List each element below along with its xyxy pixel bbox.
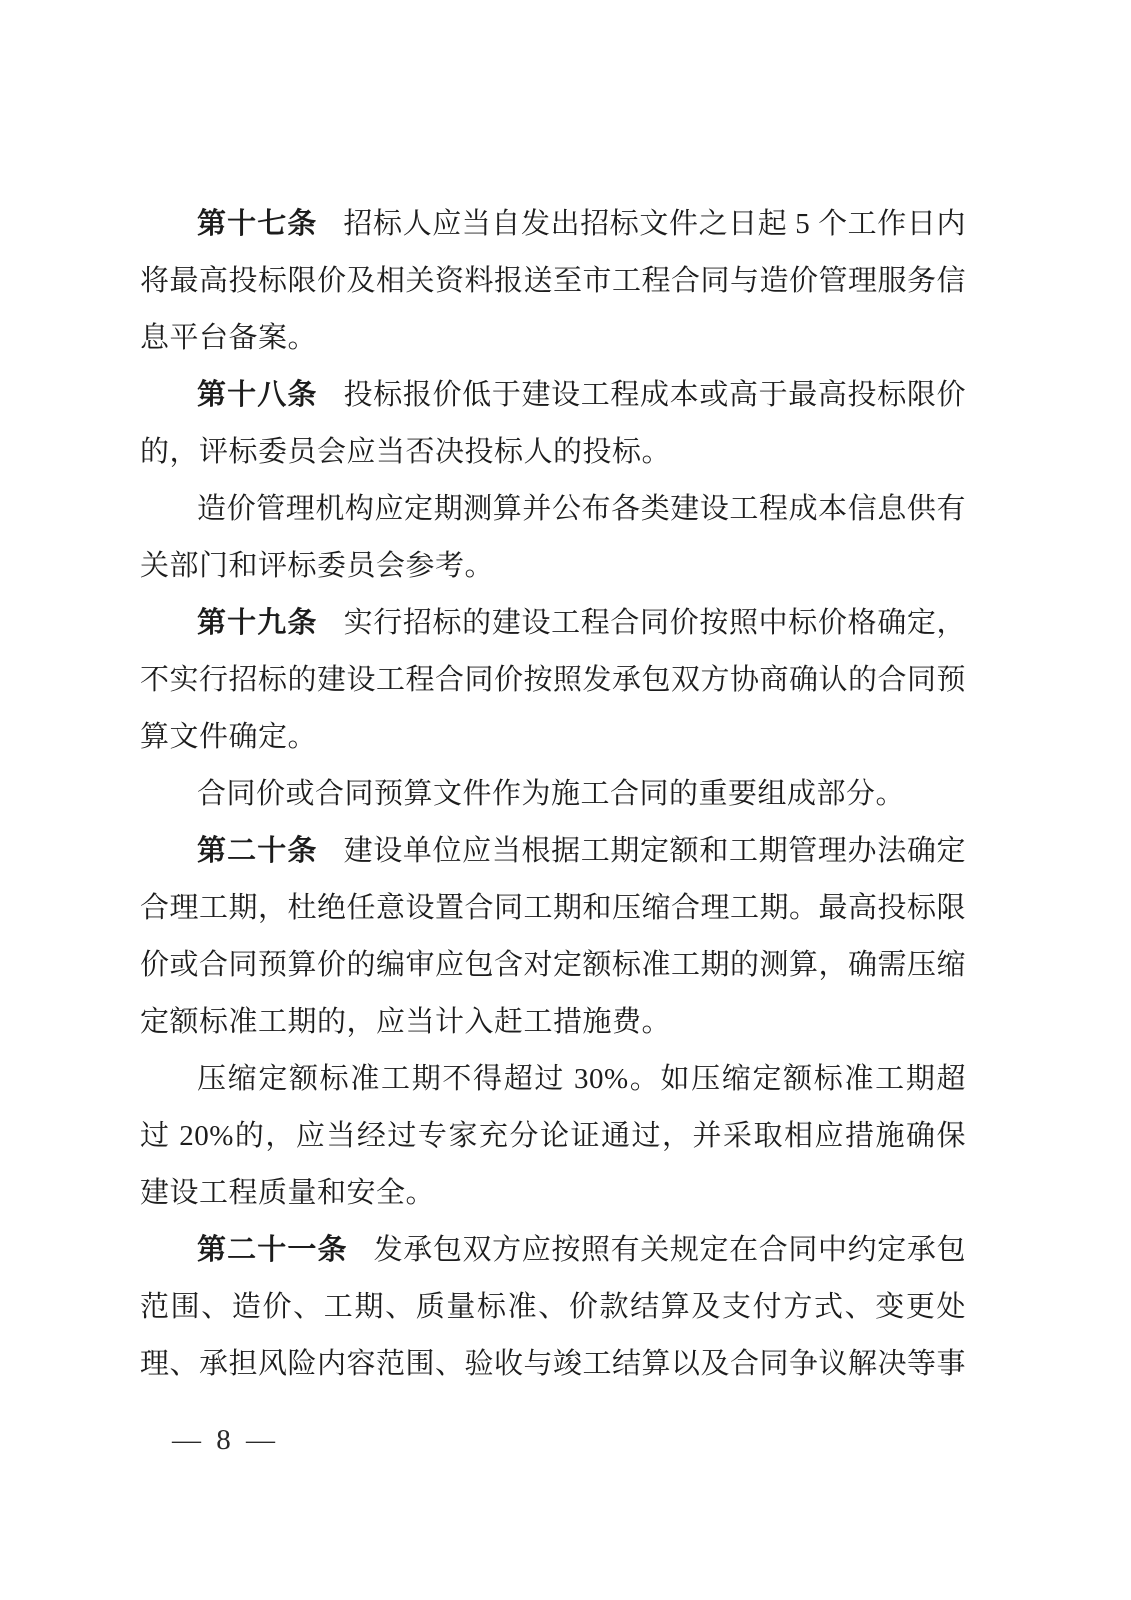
article-number: 第二十一条 xyxy=(197,1234,348,1266)
article-number: 第十七条 xyxy=(197,208,318,240)
article-number: 第十九条 xyxy=(197,607,318,639)
paragraph-text: 合同价或合同预算文件作为施工合同的重要组成部分。 xyxy=(197,778,906,810)
paragraph-text: 发承包双方应按照有关规定在合同中约定承包范围、造价、工期、质量标准、价款结算及支付方式、变更处理、承担风险内容范围、验收与竣工结算以及合同争议解决等事 xyxy=(140,1234,967,1380)
paragraph-text: 实行招标的建设工程合同价按照中标价格确定，不实行招标的建设工程合同价按照发承包双方协商确认的合同预算文件确定。 xyxy=(140,607,967,753)
paragraph-text: 投标报价低于建设工程成本或高于最高投标限价的，评标委员会应当否决投标人的投标。 xyxy=(140,379,966,468)
article-number: 第二十条 xyxy=(197,835,318,867)
document-body xyxy=(140,196,966,1393)
page-number: — 8 — xyxy=(172,1424,279,1456)
paragraph-text: 造价管理机构应定期测算并公布各类建设工程成本信息供有关部门和评标委员会参考。 xyxy=(140,493,966,582)
paragraph-text: 招标人应当自发出招标文件之日起 5 个工作日内将最高投标限价及相关资料报送至市工程合同与造价管理服务信息平台备案。 xyxy=(140,208,967,354)
article-paragraph xyxy=(140,595,966,766)
article-number: 第十八条 xyxy=(197,379,318,411)
article-paragraph xyxy=(140,367,966,481)
article-paragraph xyxy=(140,766,966,823)
article-paragraph xyxy=(140,481,966,595)
article-paragraph xyxy=(140,823,966,1051)
article-paragraph xyxy=(140,1051,966,1222)
article-paragraph xyxy=(140,1222,966,1393)
paragraph-text: 压缩定额标准工期不得超过 30%。如压缩定额标准工期超过 20%的，应当经过专家充分论证通过，并采取相应措施确保建设工程质量和安全。 xyxy=(140,1063,966,1209)
article-paragraph xyxy=(140,196,966,367)
paragraph-text: 建设单位应当根据工期定额和工期管理办法确定合理工期，杜绝任意设置合同工期和压缩合理工期。最高投标限价或合同预算价的编审应包含对定额标准工期的测算，确需压缩定额标准工期的，应当计入赶工措施费。 xyxy=(140,835,967,1038)
